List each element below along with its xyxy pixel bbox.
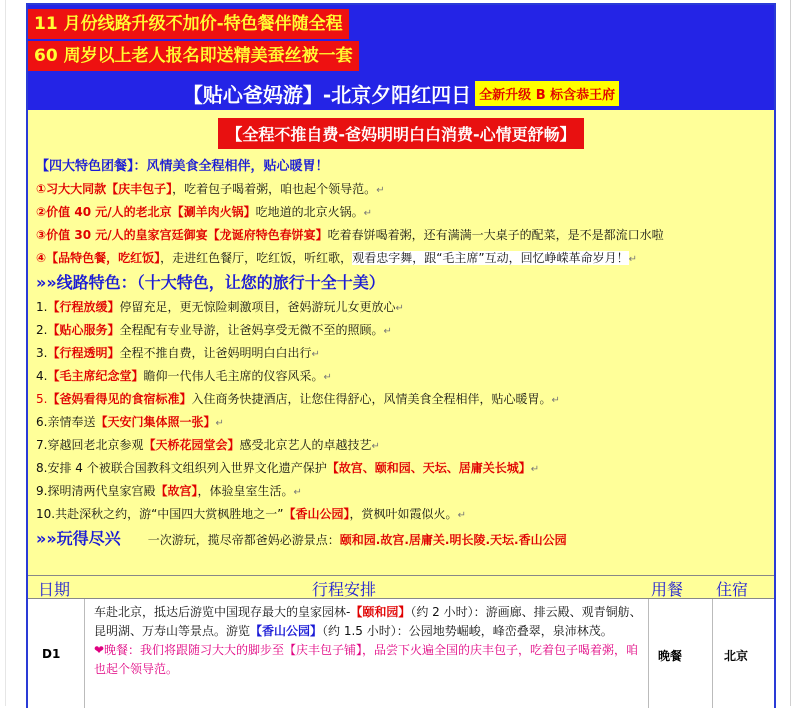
feature-pre: 穿越回老北京参观 (47, 438, 144, 452)
plan-tag: 【颐和园】 (350, 605, 411, 619)
meal-item-highlight: 观看忠字舞，跟“毛主席”互动，回忆峥嵘革命岁月！ (352, 251, 629, 265)
play-text: 一次游玩，揽尽帝都爸妈必游景点： (147, 533, 340, 547)
paragraph-mark-icon: ↵ (551, 395, 560, 406)
feature-num: 7. (36, 438, 48, 452)
feature-text: ，赏枫叶如霞似火。 (349, 507, 458, 521)
features-heading (28, 270, 774, 296)
feature-tag: 【爸妈看得见的食宿标准】 (47, 392, 192, 406)
feature-item-10 (28, 503, 774, 526)
feature-tag: 【贴心服务】 (47, 323, 120, 337)
column-divider (648, 599, 649, 708)
paragraph-mark-icon: ↵ (628, 254, 638, 265)
feature-item-2 (28, 319, 774, 342)
plan-text: 车赴北京，抵达后游览中国现存最大的皇家园林- (94, 605, 351, 619)
document-table (26, 3, 776, 708)
feature-num: 5. (36, 392, 48, 406)
feature-text: 瞻仰一代伟人毛主席的仪容风采。 (143, 369, 324, 383)
meal-cell: 晚餐 (658, 649, 683, 663)
feature-item-9 (28, 480, 774, 503)
meal-item-3 (28, 224, 774, 247)
feature-text: ，体验皇室生活。 (197, 484, 294, 498)
feature-pre: 安排 4 个被联合国教科文组织列入世界文化遗产保护 (47, 461, 327, 475)
day-plan (94, 603, 644, 679)
features-heading-paren: （十大特色，让您的旅行十全十美） (136, 273, 385, 292)
paragraph-mark-icon: ↵ (371, 441, 380, 452)
header-band (28, 5, 774, 110)
meal-item-4 (28, 247, 774, 270)
feature-item-7 (28, 434, 774, 457)
feature-num: 6. (36, 415, 48, 429)
paragraph-mark-icon: ↵ (376, 185, 385, 196)
meal-item-desc: ，走进红色餐厅，吃红饭，听红歌， (160, 251, 353, 265)
features-heading-prefix: »»线路特色： (36, 273, 137, 292)
column-divider (712, 599, 713, 708)
feature-item-5 (28, 388, 774, 411)
play-spots: 颐和园.故宫.居庸关.明长陵.天坛.香山公园 (339, 533, 567, 547)
day-label: D1 (42, 647, 61, 661)
schedule-table (28, 575, 774, 708)
feature-tag: 【故宫、颐和园、天坛、居庸关长城】 (326, 461, 531, 475)
meal-item-title: ①习大大同款【庆丰包子】 (36, 182, 173, 196)
feature-num: 2. (36, 323, 48, 337)
paragraph-mark-icon: ↵ (363, 208, 373, 219)
play-row (28, 526, 774, 552)
meal-item-title: ②价值 40 元/人的老北京【涮羊肉火锅】 (36, 205, 256, 219)
meal-item-desc: ，吃着包子喝着粥，咱也起个领导范。 (172, 182, 377, 196)
feature-item-3 (28, 342, 774, 365)
page-margin-right (790, 0, 791, 706)
title-upgrade-chip: 全新升级 B 标含恭王府 (475, 81, 619, 106)
feature-pre: 共赴深秋之约，游“中国四大赏枫胜地之一” (55, 507, 284, 521)
feature-item-4 (28, 365, 774, 388)
table-row (28, 599, 774, 708)
meals-heading (28, 155, 774, 178)
feature-text: 全程不推自费，让爸妈明明白白出行 (119, 346, 312, 360)
column-divider (84, 599, 85, 708)
feature-text: 感受北京艺人的卓越技艺 (239, 438, 372, 452)
feature-tag: 【香山公园】 (283, 507, 350, 521)
col-meal: 用餐 (651, 580, 684, 599)
paragraph-mark-icon: ↵ (530, 464, 540, 475)
meal-item-title: ③价值 30 元/人的皇家宫廷御宴【龙诞府特色春饼宴】 (36, 228, 328, 242)
plan-text: （约 2 小时）：游画廊、排云殿、观青铜舫、昆明湖、万寿山等景点。游览 (94, 605, 642, 638)
paragraph-mark-icon: ↵ (383, 326, 392, 337)
feature-tag: 【毛主席纪念堂】 (47, 369, 144, 383)
feature-tag: 【行程放缓】 (47, 300, 120, 314)
subtitle-row (28, 118, 774, 149)
play-heading: »»玩得尽兴 (36, 529, 121, 548)
meal-item-desc: 吃着春饼喝着粥，还有满满一大桌子的配菜，是不是都流口水啦 (327, 228, 664, 242)
stay-cell: 北京 (724, 649, 749, 663)
promo-line-2: 60 周岁以上老人报名即送精美蚕丝被一套 (28, 41, 359, 71)
paragraph-mark-icon: ↵ (293, 487, 302, 498)
feature-pre: 探明清两代皇家宫殿 (47, 484, 156, 498)
paragraph-mark-icon: ↵ (311, 349, 320, 360)
paragraph-mark-icon: ↵ (395, 303, 404, 314)
meal-item-desc: 吃地道的北京火锅。 (255, 205, 364, 219)
feature-tag: 【行程透明】 (47, 346, 120, 360)
paragraph-mark-icon: ↵ (215, 418, 224, 429)
feature-item-6 (28, 411, 774, 434)
feature-num: 9. (36, 484, 48, 498)
feature-num: 8. (36, 461, 48, 475)
meal-item-2 (28, 201, 774, 224)
schedule-header (28, 575, 774, 599)
feature-tag: 【天桥花园堂会】 (143, 438, 240, 452)
meal-item-title: ④【品特色餐，吃红饭】 (36, 251, 161, 265)
feature-num: 4. (36, 369, 48, 383)
feature-num: 3. (36, 346, 48, 360)
feature-text: 入住商务快捷酒店，让您住得舒心，风情美食全程相伴，贴心暖胃。 (191, 392, 552, 406)
page-title: 【贴心爸妈游】-北京夕阳红四日 (182, 83, 472, 107)
paragraph-mark-icon: ↵ (457, 510, 466, 521)
feature-text: 全程配有专业导游，让爸妈享受无微不至的照顾。 (119, 323, 384, 337)
feature-tag: 【天安门集体照一张】 (95, 415, 216, 429)
feature-text: 停留充足，更无惊险刺激项目，爸妈游玩儿女更放心 (119, 300, 396, 314)
plan-tag: 【香山公园】 (250, 624, 323, 638)
feature-num: 10. (36, 507, 56, 521)
subtitle-banner: 【全程不推自费-爸妈明明白白消费-心情更舒畅】 (218, 118, 583, 149)
meals-heading-bracket: 【四大特色团餐】 (36, 159, 134, 174)
title-row (28, 79, 774, 108)
feature-item-1 (28, 296, 774, 319)
col-stay: 住宿 (716, 580, 749, 599)
page-margin-left (5, 0, 6, 706)
dinner-note: ❤晚餐：我们将跟随习大大的脚步至【庆丰包子铺】，品尝下火遍全国的庆丰包子，吃着包子喝着粥，咱也起个领导范。 (94, 643, 639, 676)
col-date: 日期 (38, 580, 71, 599)
promo-line-1: 11 月份线路升级不加价-特色餐伴随全程 (28, 9, 349, 39)
plan-text: （约 1.5 小时）：公园地势崛峻，峰峦叠翠，泉沛林茂。 (322, 624, 613, 638)
feature-pre: 亲情奉送 (47, 415, 96, 429)
meals-heading-text: ：风情美食全程相伴，贴心暖胃！ (133, 159, 329, 174)
feature-tag: 【故宫】 (155, 484, 198, 498)
feature-item-8 (28, 457, 774, 480)
col-plan: 行程安排 (312, 580, 377, 599)
meal-item-1 (28, 178, 774, 201)
feature-num: 1. (36, 300, 48, 314)
paragraph-mark-icon: ↵ (323, 372, 332, 383)
